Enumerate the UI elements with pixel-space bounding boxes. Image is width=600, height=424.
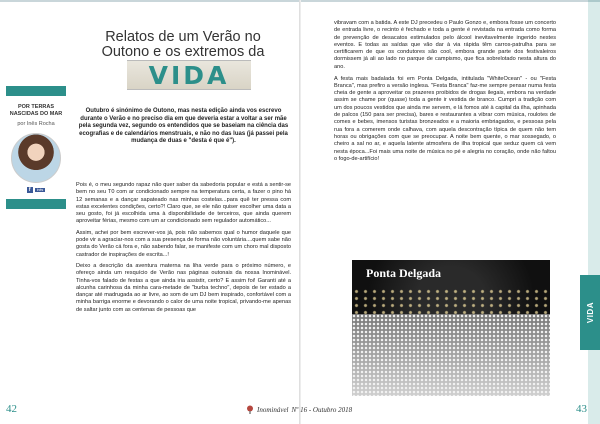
festival-photo: [352, 260, 550, 396]
title-highlight: VIDA: [148, 60, 230, 90]
magazine-name: Inominável: [257, 405, 289, 414]
title-line-1: Relatos de um Verão no: [105, 29, 261, 45]
column-title: POR TERRAS NASCIDAS DO MAR: [9, 104, 63, 117]
article-title: [78, 30, 288, 60]
author-name: por Inês Rocha: [17, 121, 55, 127]
side-tab-label: VIDA: [585, 301, 595, 324]
issue-info: Nº 16 - Outubro 2018: [291, 405, 353, 414]
photo-caption: Ponta Delgada: [366, 266, 441, 280]
right-edge-strip: [585, 0, 600, 424]
page-fold: [299, 0, 301, 424]
body-paragraph: Pois é, o meu segundo rapaz não quer saber da sabedoria popular e está a sentir-se bem no seu T0 com ar condicionado sempre na temperatura certa, a fazer o pino há 12 semanas e a dançar sapateado nas minhas costelas...para quê ter pressa com estas excelentes condições, certo?! Claro que, se ele não quiser escolher uma data a seu gosto, foi já escolhida uma à disponibilidade de terceiros, que ainda querem aproveitar férias, mesmo com um ar condicionado sem regulador automático...: [76, 182, 291, 225]
body-paragraph: A festa mais badalada foi em Ponta Delgada, intitulada "WhiteOcean" - ou "Festa Branca", mas prefiro a versão inglesa. "Festa Branca" faz-me sempre pensar numa festa cheia de gente a aproveitar os prazeres proibidos de drogas ilegais, embora na verdade assim se chame por (quase) toda a gente ir vestida de branco. Cumpri a tradição com um dos poucos vestidos que ainda me servem, e lá fomos até à capital da ilha, apinhada de palcos (150 para ser precisa), bares e restaurantes a vibrar com música, roulotes de comes e bebes, imensos turistas bronzeados e a maioria embriagados, e pessoas pela rua fora a comerem onde calhava, com aquela descontração típica de quem não tem horas ou obrigações com que se preocupar. A noite bem quente, o mar sossegado, o cheiro a sal no ar, e aquela latente atmosfera de ilha tropical que seduz quem cá vem nesta época...Foi mais uma noite de música no pé e alegria no coração, onde não faltou o fogo-de-artifício!: [334, 75, 556, 162]
body-paragraph: Assim, achei por bem escrever-vos já, pois não sabemos qual o humor daquele que pode vir a agraciar-nos com a sua presença de forma não voluntária....quem sabe não gosta do Verão cá fora e, não sabendo falar, se manifeste com um choro mal disposto castrador de inspirações de escrita...!: [76, 229, 291, 258]
author-avatar: [11, 133, 61, 183]
section-side-tab: [580, 275, 600, 350]
page-number-right: 43: [576, 403, 587, 415]
body-paragraph: vibravam com a batida. A este DJ precedeu o Paulo Gonzo e, embora fosse um concerto de entrada livre, o recinto é fechado e toda a gente é revistada na entrada como forma de prevenção de desacatos estimulados pelo álcool inevitavelmente ingerido nestes eventos. E todas as saídas que vão dar à via rápida têm carros-patrulha para se certificarem de que os condutores são cool, embora grande parte dos festivaleiros dormissem já ali ao lado no parque de campismo, que fica sobrelotado nesta altura do ano.: [334, 20, 556, 70]
article-intro: Outubro é sinónimo de Outono, mas nesta edição ainda vos escrevo durante o Verão e no preciso dia em que deveria estar a voltar a ser mãe pela segunda vez, segundo os entendidos que se baseiam na ciência das ecografias e de calendários menstruais, e não no das luas (já passei pela mudança de duas e "desta é que é").: [78, 108, 289, 145]
magazine-logo-icon: [246, 405, 254, 414]
sidebar-bottom-bar: [6, 199, 66, 209]
footer: [246, 405, 352, 414]
facebook-icon: f: [27, 187, 33, 193]
left-column: [76, 182, 291, 318]
right-column: [334, 20, 556, 168]
facebook-link[interactable]: [6, 187, 66, 193]
facebook-name: Inês: [36, 188, 44, 192]
author-sidebar: [6, 86, 66, 209]
page-number-left: 42: [6, 403, 17, 415]
sidebar-top-bar: [6, 86, 66, 96]
title-highlight-banner: [127, 60, 251, 90]
photo-crowd: [352, 314, 550, 396]
body-paragraph: Deixo a descrição da aventura materna na liha verde para o próximo número, e ofereço ainda um resquício de Verão nas páginas outonais da nossa Inominável. Tinha-vos falado de festas a que ainda iria assistir, certo? E assim foi! Garanti até a alcunha carinhosa da minha cara-metade de "burba techno", depois de ter estado a dançar até madrugada ao ar livre, ao som de um DJ bem inspirado, confortável com a minha barriga enorme e devorando o calor de uma noite tropical, privando-me apenas de saltar junto com as centenas de pessoas que: [76, 262, 291, 313]
title-line-2: Outono e os extremos da: [101, 44, 265, 60]
